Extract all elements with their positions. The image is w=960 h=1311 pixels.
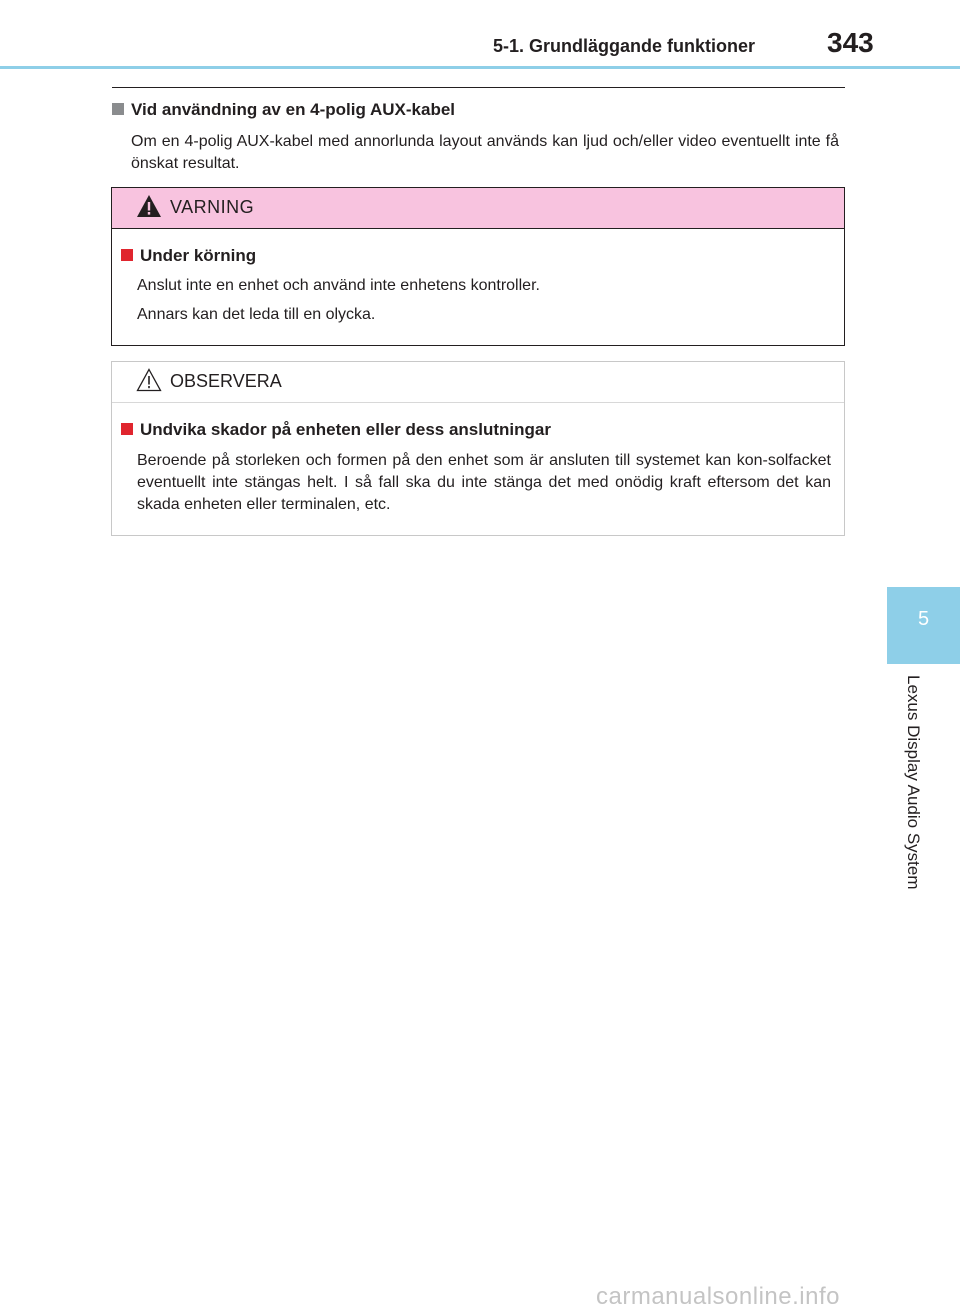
- warning-line-1: Anslut inte en enhet och använd inte enhetens kontroller.: [137, 277, 540, 294]
- chapter-number: 5: [917, 608, 930, 630]
- warning-item-heading: [121, 246, 256, 266]
- red-square-bullet-icon: [121, 423, 133, 435]
- notice-box-header: [112, 362, 844, 403]
- notice-box: [111, 361, 845, 536]
- caution-triangle-icon: [136, 368, 162, 392]
- warning-box-header: [112, 188, 844, 229]
- notice-label: OBSERVERA: [170, 371, 282, 391]
- notice-item-heading-text: Undvika skador på enheten eller dess anslutningar: [140, 420, 551, 439]
- notice-text: Beroende på storleken och formen på den enhet som är ansluten till systemet kan kon-solfacket eventuellt inte stängas helt. I så fall ska du inte stänga det med onödig kraft eftersom det kan skada enheten eller terminalen, etc.: [137, 452, 831, 513]
- top-rule: [112, 87, 845, 88]
- watermark: carmanualsonline.info: [596, 1283, 840, 1310]
- red-square-bullet-icon: [121, 249, 133, 261]
- chapter-title: Lexus Display Audio System: [904, 675, 923, 890]
- section-body-text: Om en 4-polig AUX-kabel med annorlunda layout används kan ljud och/eller video eventuellt inte få önskat resultat.: [131, 133, 839, 172]
- gray-square-bullet-icon: [112, 103, 124, 115]
- warning-box: [111, 187, 845, 346]
- header-section-title: 5-1. Grundläggande funktioner: [493, 36, 756, 56]
- warning-label: VARNING: [170, 197, 255, 217]
- notice-item-heading: [121, 420, 551, 440]
- warning-line-2: Annars kan det leda till en olycka.: [137, 306, 376, 323]
- warning-triangle-icon: [136, 194, 162, 218]
- page-number: 343: [827, 27, 874, 58]
- chapter-tab: [887, 587, 960, 664]
- section-heading: [112, 100, 455, 120]
- warning-item-heading-text: Under körning: [140, 246, 257, 265]
- section-heading-text: Vid användning av en 4-polig AUX-kabel: [131, 100, 456, 119]
- header-rule: [0, 66, 960, 69]
